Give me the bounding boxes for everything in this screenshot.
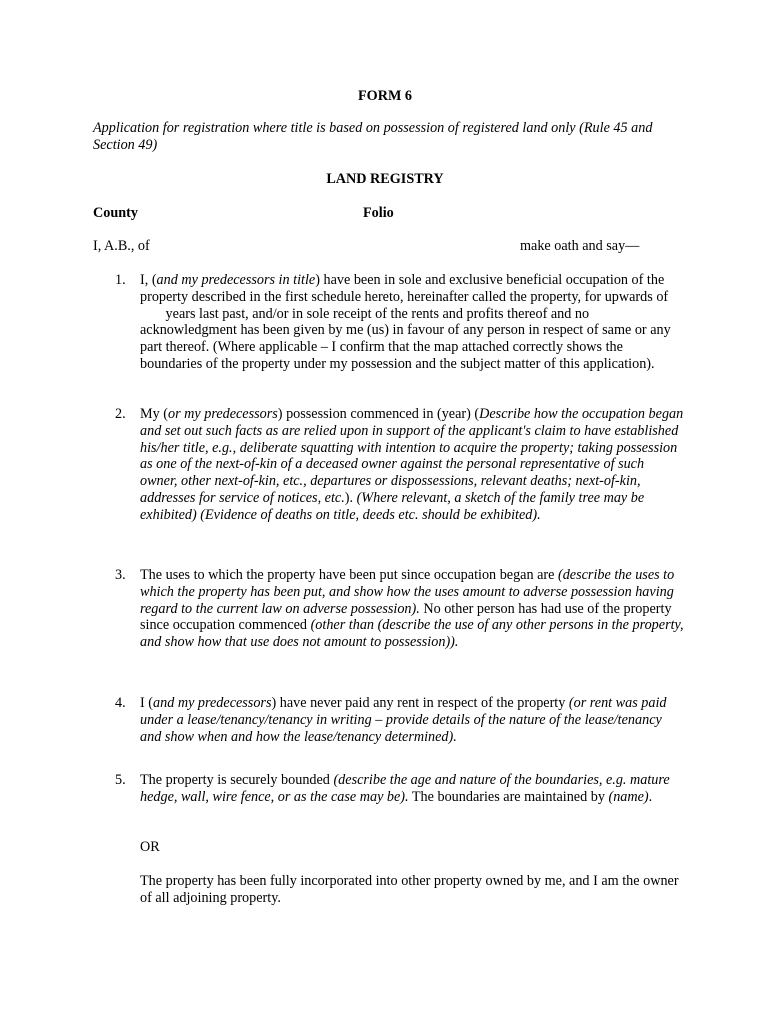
- paragraph-text: The property is securely bounded (describe the age and nature of the boundaries, e.g. mature hedge, wall, wire fence, or as the case may be). The boundaries are maintained by (name).: [140, 772, 670, 805]
- item-number: 4.: [115, 695, 126, 711]
- form-title: FORM 6: [358, 88, 412, 104]
- county-label: County: [93, 205, 138, 221]
- item-number: 1.: [115, 272, 126, 288]
- registry-heading: LAND REGISTRY: [326, 171, 444, 187]
- paragraph-text: I, (and my predecessors in title) have been in sole and exclusive beneficial occupation of the property described in the first schedule hereto, hereinafter called the property, for upwards of years last past, and/or in sole receipt of the rents and profits thereof and no acknowledgment has been given by me (us) in favour of any person in respect of same or any part thereof. (Where applicable – I confirm that the map attached correctly shows the boundaries of the property under my possession and the subject matter of this application).: [140, 272, 671, 372]
- alternative-paragraph: The property has been fully incorporated into other property owned by me, and I am the owner of all adjoining property.: [140, 873, 679, 906]
- form-intro: Application for registration where title is based on possession of registered land only (Rule 45 and Section 49): [93, 120, 653, 153]
- item-number: 5.: [115, 772, 126, 788]
- paragraph-text: The uses to which the property have been put since occupation began are (describe the uses to which the property has been put, and show how the uses amount to adverse possession having regard to the current law on adverse possession). No other person has had use of the property since occupation commenced (other than (describe the use of any other persons in the property, and show how that use does not amount to possession)).: [140, 567, 684, 651]
- deponent-line: I, A.B., of: [93, 238, 150, 254]
- oath-text: make oath and say—: [520, 238, 640, 254]
- item-number: 3.: [115, 567, 126, 583]
- or-separator: OR: [140, 839, 160, 855]
- folio-label: Folio: [363, 205, 394, 221]
- paragraph-text: My (or my predecessors) possession commenced in (year) (Describe how the occupation began and set out such facts as are relied upon in support of the applicant's claim to have established his/her title, e.g., deliberate squatting with intention to acquire the property; taking possession as one of the next-of-kin of a deceased owner against the personal representative of such owner, other next-of-kin, etc., departures or dispossessions, relevant deaths; next-of-kin, addresses for service of notices, etc.). (Where relevant, a sketch of the family tree may be exhibited) (Evidence of deaths on title, deeds etc. should be exhibited).: [140, 406, 684, 523]
- paragraph-text: I (and my predecessors) have never paid any rent in respect of the property (or rent was paid under a lease/tenancy/tenancy in writing – provide details of the nature of the lease/tenancy and show when and how the lease/tenancy determined).: [140, 695, 667, 745]
- item-number: 2.: [115, 406, 126, 422]
